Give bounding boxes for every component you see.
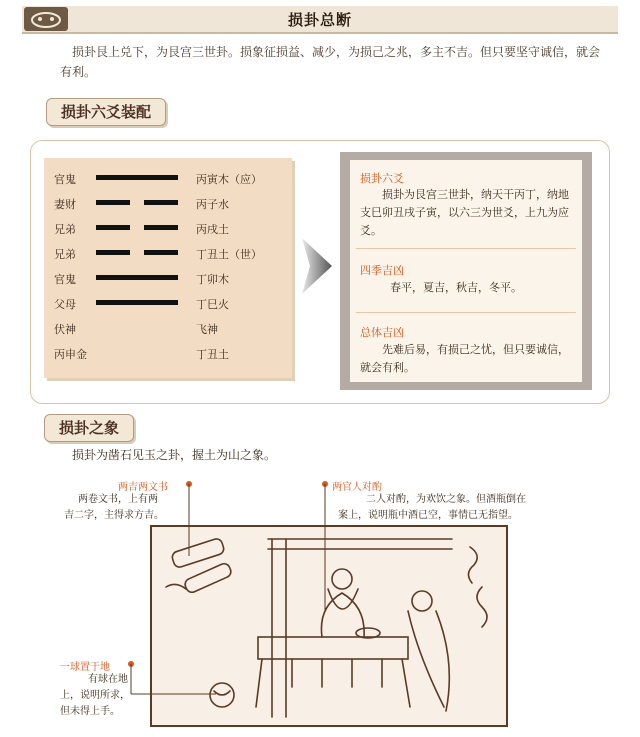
annotation-text: 两卷文书，上有两 xyxy=(78,494,158,505)
info-season-text: 春平，夏吉，秋吉，冬平。 xyxy=(390,281,522,294)
annotation-text: 二人对酌，为欢饮之象。但酒瓶倒在 xyxy=(366,494,526,505)
yao-relation: 官鬼 xyxy=(54,273,76,286)
annotation-text: 案上，说明瓶中酒已空，事情已无指望。 xyxy=(338,510,518,521)
yao-relation: 父母 xyxy=(54,298,76,311)
section-heading-xiang: 损卦之象 xyxy=(44,414,134,442)
info-overall-title: 总体吉凶 xyxy=(360,326,404,339)
info-overall-text: 先难后易，有损己之忧，但只要诚信，就会有利。 xyxy=(360,343,569,374)
intro-paragraph: 损卦艮上兑下，为艮宫三世卦。损象征损益、减少，为损己之兆，多主不吉。但只要坚守诚信，就会有利。 xyxy=(60,45,601,79)
yao-relation: 伏神 xyxy=(54,323,76,336)
yao-ganzhi: 丁丑土 xyxy=(196,348,229,361)
annotation-text: 但未得上手。 xyxy=(60,706,120,717)
info-season-title: 四季吉凶 xyxy=(360,264,404,277)
annotation-text: 有球在地 xyxy=(88,674,128,685)
info-liuyao-title: 损卦六爻 xyxy=(360,172,404,185)
xiang-description: 损卦为凿石见玉之卦，握土为山之象。 xyxy=(72,448,277,462)
yao-relation: 兄弟 xyxy=(54,248,76,261)
yao-relation: 丙申金 xyxy=(54,348,87,361)
yao-ganzhi: 丁巳火 xyxy=(196,298,229,311)
yao-ganzhi: 丁卯木 xyxy=(196,273,229,286)
yao-ganzhi: 丁丑土（世） xyxy=(196,248,262,261)
yao-relation: 兄弟 xyxy=(54,223,76,236)
annotation-title: 两官人对酌 xyxy=(332,482,382,493)
annotation-title: 一球置于地 xyxy=(60,662,110,673)
yao-ganzhi: 飞神 xyxy=(196,323,218,336)
annotation-text: 吉二字，主得求方吉。 xyxy=(64,510,164,521)
info-liuyao-text: 损卦为艮宫三世卦，纳天干丙丁，纳地支巳卯丑戌子寅，以六三为世爻，上九为应爻。 xyxy=(360,188,569,237)
yao-ganzhi: 丙戌土 xyxy=(196,223,229,236)
yao-relation: 妻财 xyxy=(54,198,76,211)
page-title: 损卦总断 xyxy=(287,11,352,29)
annotation-title: 两吉两文书 xyxy=(118,482,168,493)
yao-ganzhi: 丙子水 xyxy=(196,198,229,211)
yao-ganzhi: 丙寅木（应） xyxy=(196,173,262,186)
annotation-text: 上，说明所求， xyxy=(60,690,130,701)
section-heading-liuyao: 损卦六爻装配 xyxy=(46,98,166,126)
yao-relation: 官鬼 xyxy=(54,173,76,186)
